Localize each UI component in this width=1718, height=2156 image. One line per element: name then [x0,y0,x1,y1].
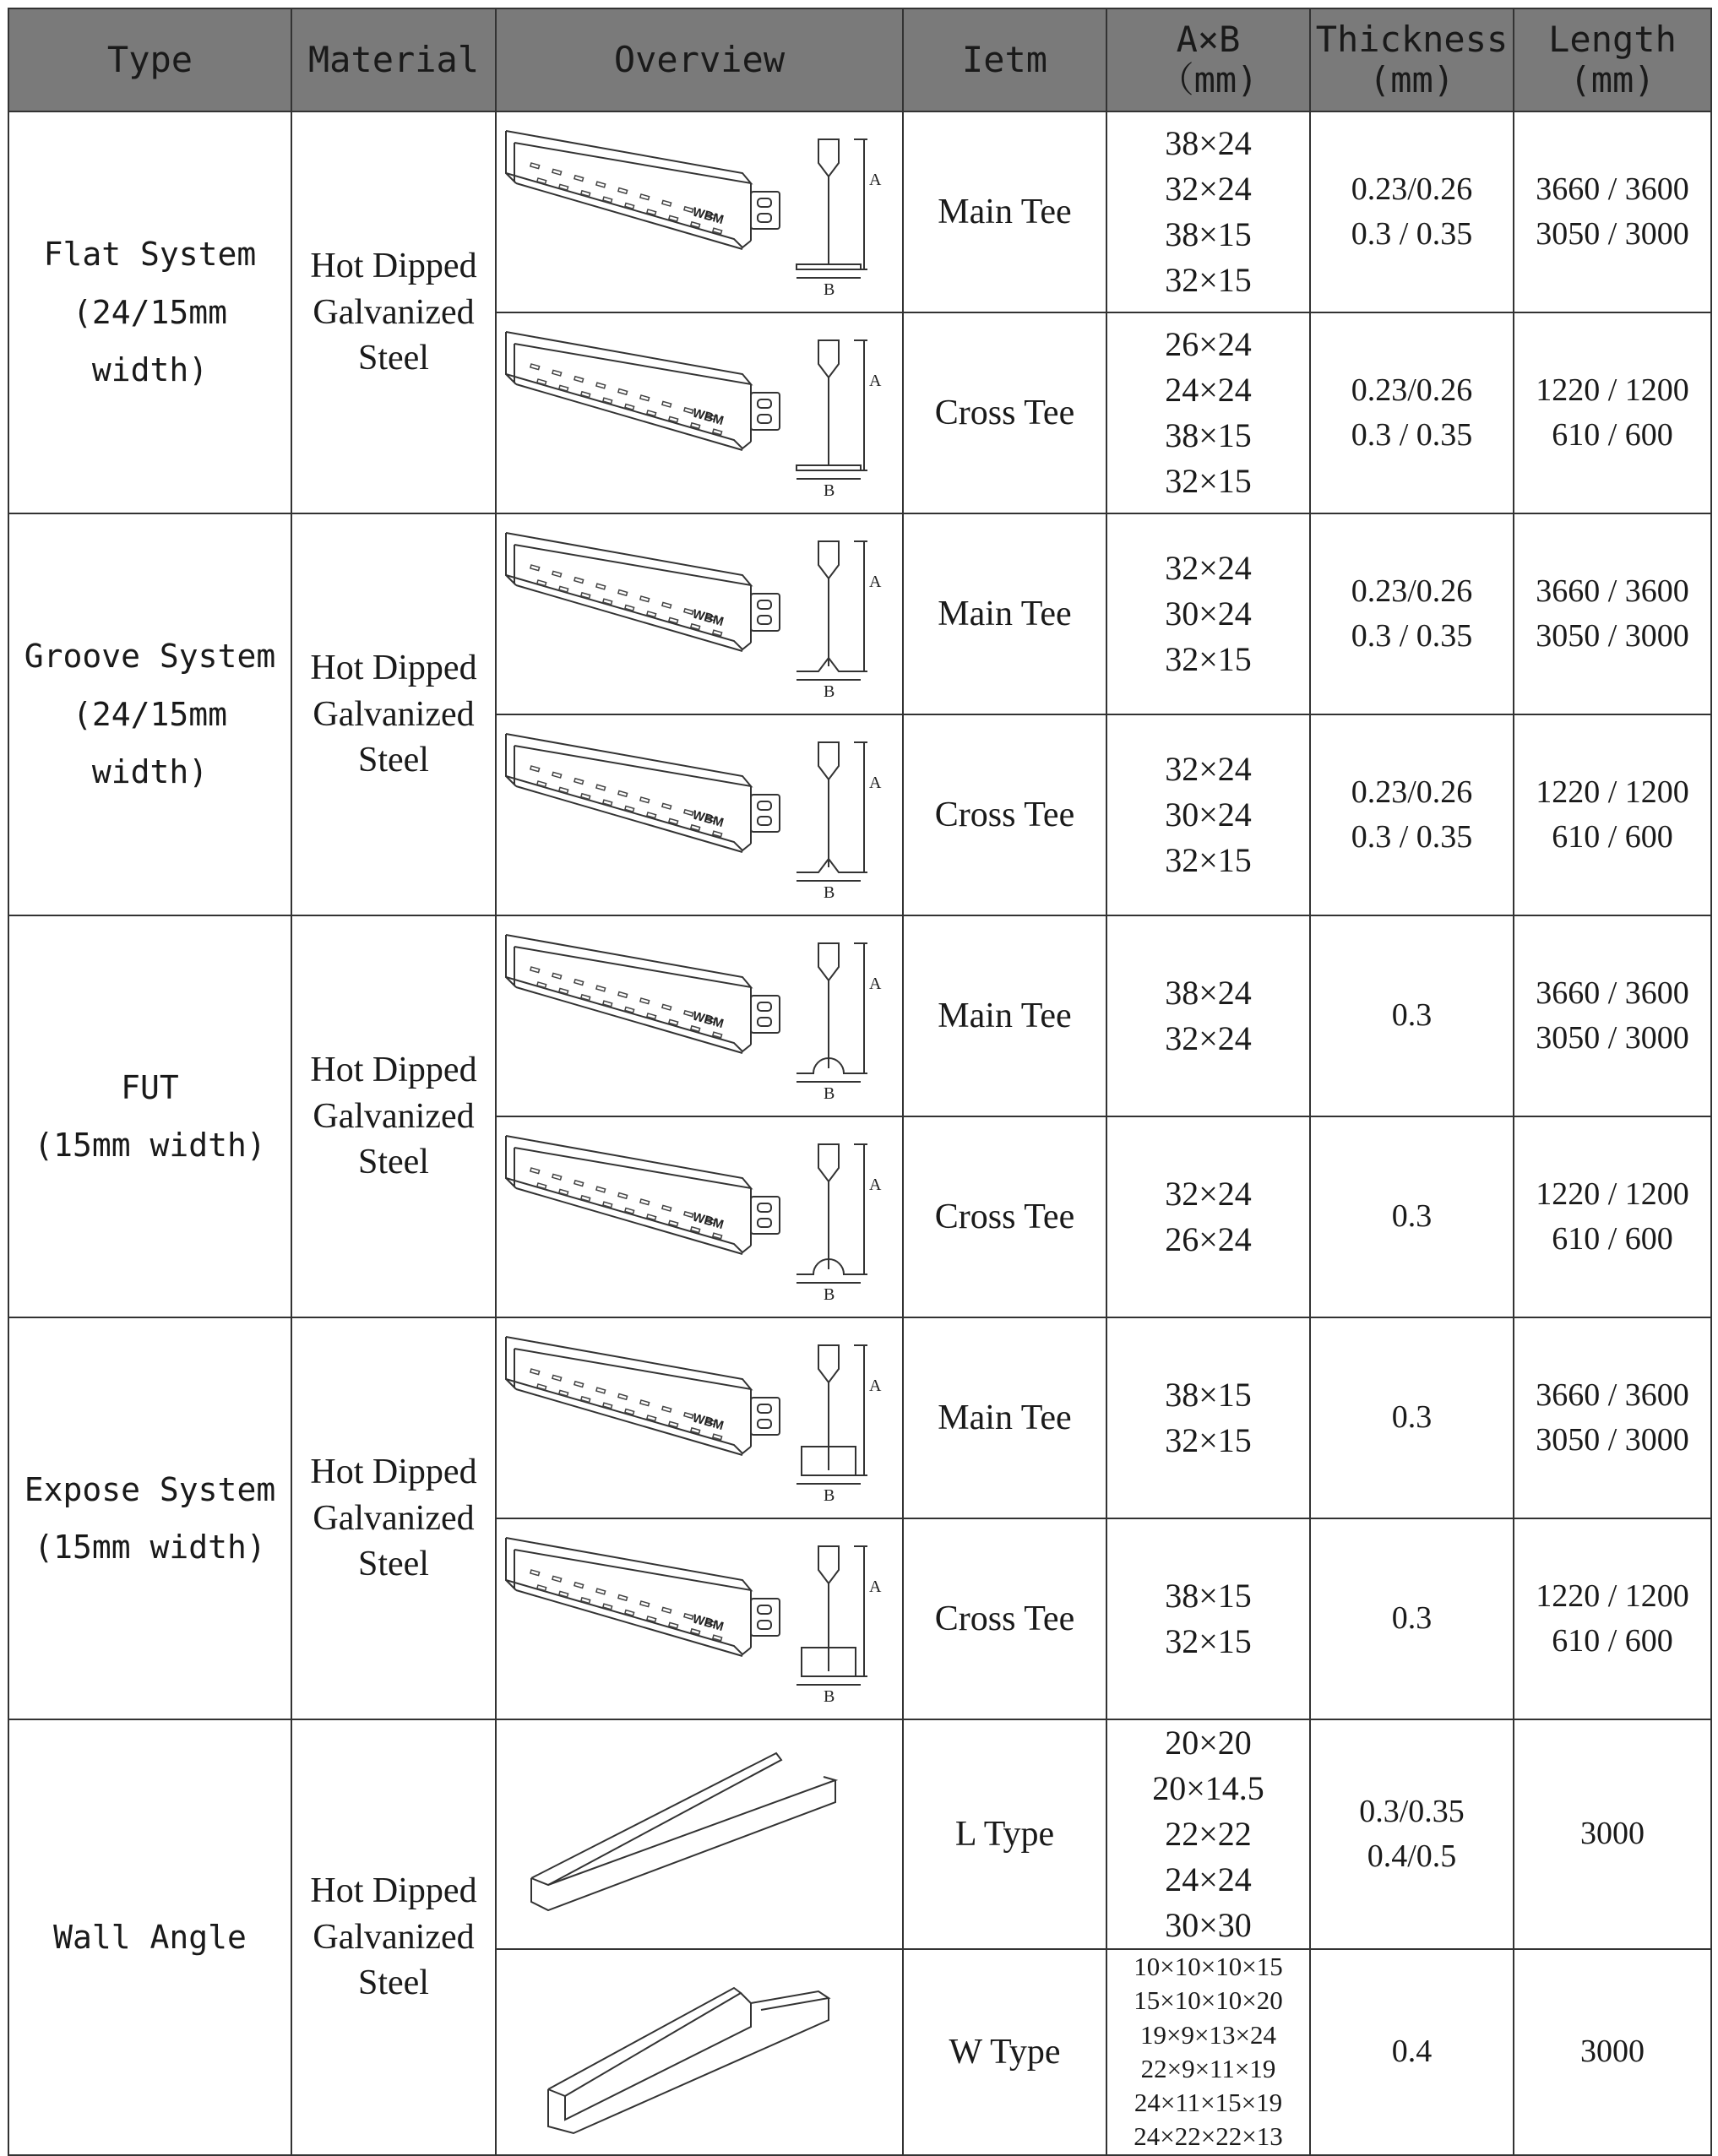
overview-drawing-cell [496,1719,903,1949]
length-line: 3000 [1580,2034,1645,2070]
overview-drawing-cell [496,513,903,714]
tee-rail-drawing [506,131,780,249]
dimension-a-label: A [869,372,882,390]
item-name: Cross Tee [903,312,1106,513]
dimension-line: 38×15 [1165,416,1252,454]
dimension-line: 30×30 [1165,1906,1252,1944]
dimension-line: 22×22 [1165,1815,1252,1853]
thickness-cell [1310,111,1514,312]
dimension-b-label: B [824,481,835,500]
wbm-brand-label: WBM [690,1410,726,1434]
dimension-b-label: B [824,883,835,902]
length-cell [1514,915,1711,1116]
overview-drawing-cell [496,714,903,915]
tee-profile-drawing [796,139,882,299]
system-type-name: Groove System [24,638,276,676]
system-type-width: (24/15mm width) [72,695,228,791]
dimension-line: 38×15 [1165,1577,1252,1615]
profile-drawing [497,1954,901,2150]
thickness-line: 0.3 [1391,1198,1433,1235]
overview-drawing-cell [496,111,903,312]
thickness-line: 0.3 [1391,997,1433,1034]
system-type-name: FUT [121,1068,179,1106]
system-type-cell [8,1317,291,1719]
dimension-line: 26×24 [1165,1220,1252,1258]
profile-drawing [497,315,901,511]
length-cell [1514,513,1711,714]
system-type-cell [8,111,291,513]
dimension-line: 32×24 [1165,1019,1252,1057]
dimension-line: 24×24 [1165,1860,1252,1898]
wbm-brand-label: WBM [690,1209,726,1233]
item-name: L Type [903,1719,1106,1949]
length-line: 610 / 600 [1552,417,1673,453]
wbm-brand-label: WBM [690,405,726,429]
dimension-line: 20×14.5 [1152,1769,1264,1807]
length-line: 1220 / 1200 [1536,1176,1689,1212]
tee-rail-drawing [506,734,780,852]
material-line: Galvanized [313,1096,475,1136]
thickness-line: 0.3/0.35 [1359,1793,1465,1829]
profile-drawing [497,516,901,712]
thickness-cell [1310,1949,1514,2155]
material-line: Hot Dipped [310,649,477,688]
item-name: Main Tee [903,915,1106,1116]
system-type-cell [8,513,291,915]
dimension-line: 32×15 [1165,1622,1252,1660]
dimension-line: 32×15 [1165,261,1252,299]
length-cell [1514,1317,1711,1518]
header-length [1514,8,1711,111]
table-row [8,1317,1711,1518]
length-cell [1514,1518,1711,1719]
tee-profile-drawing [796,541,882,701]
material-cell [291,513,496,915]
material-line: Galvanized [313,694,475,734]
thickness-cell [1310,1317,1514,1518]
length-cell [1514,1116,1711,1317]
dimensions-cell [1106,1719,1310,1949]
dimensions-cell [1106,915,1310,1116]
material-line: Hot Dipped [310,247,477,286]
dimension-line: 24×11×15×19 [1134,2088,1283,2118]
thickness-cell [1310,1518,1514,1719]
dimension-line: 38×24 [1165,974,1252,1012]
material-line: Steel [358,1963,429,2003]
dimension-line: 15×10×10×20 [1134,1985,1283,2016]
thickness-cell [1310,312,1514,513]
item-name: Cross Tee [903,1518,1106,1719]
thickness-cell [1310,1116,1514,1317]
length-line: 3050 / 3000 [1536,618,1689,654]
tee-rail-drawing [506,1538,780,1656]
dimension-a-label: A [869,573,882,591]
thickness-line: 0.4 [1391,2034,1433,2070]
overview-drawing-cell [496,312,903,513]
material-line: Steel [358,1143,429,1182]
system-type-name: Wall Angle [53,1918,247,1956]
thickness-cell [1310,513,1514,714]
header-length-line2: (mm) [1569,59,1655,100]
length-cell [1514,111,1711,312]
profile-drawing [497,1736,901,1932]
dimension-a-label: A [869,171,882,189]
thickness-line: 0.3 [1391,1399,1433,1436]
length-line: 1220 / 1200 [1536,1578,1689,1614]
dimensions-cell [1106,1116,1310,1317]
dimension-line: 32×15 [1165,462,1252,500]
thickness-line: 0.23/0.26 [1351,573,1473,609]
item-name: Cross Tee [903,714,1106,915]
material-line: Steel [358,339,429,378]
dimension-line: 32×24 [1165,750,1252,788]
length-line: 610 / 600 [1552,819,1673,855]
length-line: 3000 [1580,1816,1645,1852]
overview-drawing-cell [496,1949,903,2155]
length-cell [1514,1719,1711,1949]
thickness-line: 0.3 / 0.35 [1351,819,1473,855]
tee-profile-drawing [796,1144,882,1304]
tee-rail-drawing [506,1337,780,1455]
length-line: 3660 / 3600 [1536,573,1689,609]
header-material: Material [291,8,496,111]
material-cell [291,915,496,1317]
material-cell [291,1317,496,1719]
dimension-line: 24×24 [1165,371,1252,409]
overview-drawing-cell [496,1518,903,1719]
wbm-brand-label: WBM [690,1008,726,1032]
dimension-line: 22×9×11×19 [1140,2053,1276,2083]
dimension-a-label: A [869,1176,882,1194]
overview-drawing-cell [496,1317,903,1518]
header-length-line1: Length [1548,18,1677,60]
material-line: Hot Dipped [310,1453,477,1492]
tee-rail-drawing [506,935,780,1053]
spec-table [8,8,1712,2156]
length-line: 610 / 600 [1552,1221,1673,1257]
thickness-line: 0.23/0.26 [1351,372,1473,408]
table-row [8,915,1711,1116]
length-line: 3050 / 3000 [1536,1422,1689,1458]
dimension-b-label: B [824,1285,835,1304]
material-cell [291,1719,496,2155]
dimension-line: 32×15 [1165,640,1252,678]
profile-drawing [497,1320,901,1516]
system-type-cell [8,1719,291,2155]
w-type-angle-drawing [548,1988,829,2133]
dimension-b-label: B [824,280,835,299]
dimension-line: 30×24 [1165,796,1252,834]
table-row [8,1719,1711,1949]
profile-drawing [497,918,901,1114]
system-type-cell [8,915,291,1317]
thickness-line: 0.23/0.26 [1351,774,1473,810]
l-type-angle-drawing [531,1753,835,1910]
header-thickness-line2: (mm) [1368,59,1455,100]
dimension-line: 32×24 [1165,170,1252,208]
profile-drawing [497,717,901,913]
table-row [8,111,1711,312]
dimensions-cell [1106,111,1310,312]
dimension-b-label: B [824,1084,835,1103]
dimension-line: 38×15 [1165,215,1252,253]
length-cell [1514,312,1711,513]
header-overview: Overview [496,8,903,111]
header-row [8,8,1711,111]
dimensions-cell [1106,1317,1310,1518]
dimension-line: 32×24 [1165,549,1252,587]
overview-drawing-cell [496,915,903,1116]
item-name: Main Tee [903,513,1106,714]
dimensions-cell [1106,714,1310,915]
dimensions-cell [1106,312,1310,513]
tee-rail-drawing [506,1136,780,1254]
dimension-line: 19×9×13×24 [1140,2019,1276,2050]
length-cell [1514,1949,1711,2155]
header-thickness [1310,8,1514,111]
thickness-line: 0.4/0.5 [1367,1838,1457,1874]
material-line: Hot Dipped [310,1871,477,1910]
thickness-cell [1310,915,1514,1116]
material-cell [291,111,496,513]
header-ab-line2: （mm) [1158,59,1259,100]
header-type: Type [8,8,291,111]
length-line: 3660 / 3600 [1536,171,1689,207]
header-ab-line1: A×B [1176,18,1241,60]
dimension-line: 24×22×22×13 [1134,2121,1283,2152]
wbm-brand-label: WBM [690,204,726,228]
dimension-b-label: B [824,1486,835,1505]
item-name: Cross Tee [903,1116,1106,1317]
material-line: Steel [358,741,429,780]
system-type-name: Expose System [24,1470,276,1508]
thickness-cell [1310,1719,1514,1949]
dimension-a-label: A [869,774,882,792]
tee-rail-drawing [506,332,780,450]
dimension-a-label: A [869,1377,882,1395]
thickness-cell [1310,714,1514,915]
system-type-name: Flat System [43,236,257,274]
tee-profile-drawing [796,943,882,1103]
table-row [8,513,1711,714]
dimension-b-label: B [824,682,835,701]
header-thickness-line1: Thickness [1315,18,1509,60]
dimensions-cell [1106,1518,1310,1719]
length-line: 3050 / 3000 [1536,1020,1689,1056]
wbm-brand-label: WBM [690,807,726,831]
tee-rail-drawing [506,533,780,651]
material-line: Hot Dipped [310,1051,477,1090]
item-name: W Type [903,1949,1106,2155]
material-line: Galvanized [313,292,475,332]
tee-profile-drawing [796,340,882,500]
material-line: Steel [358,1545,429,1584]
dimension-line: 20×20 [1165,1724,1252,1762]
system-type-width: (15mm width) [34,1127,266,1164]
overview-drawing-cell [496,1116,903,1317]
length-line: 610 / 600 [1552,1623,1673,1659]
dimension-line: 38×15 [1165,1376,1252,1414]
header-ab [1106,8,1310,111]
dimension-b-label: B [824,1687,835,1706]
thickness-line: 0.3 / 0.35 [1351,618,1473,654]
wbm-brand-label: WBM [690,1611,726,1635]
profile-drawing [497,1119,901,1315]
tee-profile-drawing [796,1546,882,1706]
dimension-line: 10×10×10×15 [1134,1952,1283,1981]
dimension-a-label: A [869,975,882,993]
system-type-width: (15mm width) [34,1529,266,1566]
length-cell [1514,714,1711,915]
dimension-line: 32×24 [1165,1175,1252,1213]
material-line: Galvanized [313,1917,475,1957]
thickness-line: 0.3 / 0.35 [1351,417,1473,453]
material-line: Galvanized [313,1498,475,1538]
item-name: Main Tee [903,111,1106,312]
dimension-line: 30×24 [1165,595,1252,633]
length-line: 1220 / 1200 [1536,774,1689,810]
spec-body [8,111,1711,2155]
tee-profile-drawing [796,1345,882,1505]
length-line: 3660 / 3600 [1536,1377,1689,1413]
system-type-width: (24/15mm width) [72,293,228,389]
header-item: Ietm [903,8,1106,111]
dimension-line: 32×15 [1165,1421,1252,1459]
dimension-line: 26×24 [1165,325,1252,363]
profile-drawing [497,1521,901,1717]
dimension-line: 38×24 [1165,124,1252,162]
thickness-line: 0.3 / 0.35 [1351,216,1473,252]
length-line: 3660 / 3600 [1536,975,1689,1011]
dimensions-cell [1106,513,1310,714]
length-line: 1220 / 1200 [1536,372,1689,408]
item-name: Main Tee [903,1317,1106,1518]
tee-profile-drawing [796,742,882,902]
thickness-line: 0.3 [1391,1600,1433,1637]
dimension-line: 32×15 [1165,841,1252,879]
length-line: 3050 / 3000 [1536,216,1689,252]
wbm-brand-label: WBM [690,606,726,630]
profile-drawing [497,114,901,310]
dimension-a-label: A [869,1578,882,1596]
dimensions-cell [1106,1949,1310,2155]
thickness-line: 0.23/0.26 [1351,171,1473,207]
